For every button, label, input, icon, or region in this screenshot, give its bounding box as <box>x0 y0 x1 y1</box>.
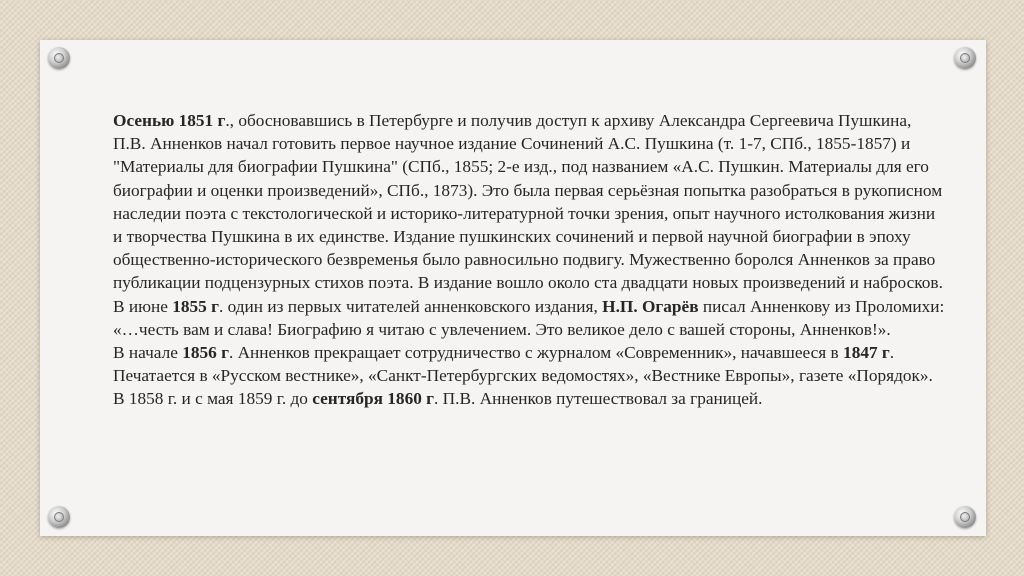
text-segment: писал Анненкову из Проломихи: «…честь вам и слава! Биографию я читаю с увлечением. Это великое дело с вашей стороны, Анненков!». <box>113 296 945 339</box>
pin-icon <box>48 47 70 69</box>
date-1855: 1855 г <box>172 296 219 316</box>
paragraph-2 <box>113 341 945 411</box>
text-segment: . П.В. Анненков путешествовал за границей. <box>434 389 763 409</box>
pin-icon <box>954 506 976 528</box>
slide-text <box>113 109 945 411</box>
text-segment: В начале <box>113 343 183 363</box>
date-autumn-1851: Осенью 1851 г <box>113 111 226 130</box>
text-segment: . один из первых читателей анненковского издания, <box>218 296 603 316</box>
name-ogarev: Н.П. Огарёв <box>602 296 699 316</box>
paragraph-1 <box>113 109 945 341</box>
date-september-1860: сентября 1860 г <box>312 389 435 409</box>
text-segment: ., обосновавшись в Петербурге и получив доступ к архиву Александра Сергеевича Пушкина, П.В. Анненков начал готовить первое научное издание Сочинений А.С. Пушкина (т. 1-7, СПб., 1855-1857) и "Материалы для биографии Пушкина" (СПб., 1855; 2-е изд., под названием «А.С. Пушкин. Материалы для его биографии и оценки произведений», СПб., 1873). Это была первая серьёзная попытка разобраться в рукописном наследии поэта с текстологической и историко-литературной точки зрения, опыт научного истолкования жизни и творчества Пушкина в их единстве. Издание пушкинских сочинений и первой научной биографии в эпоху общественно-исторического безвременья было равносильно подвигу. Мужественно боролся Анненков за право публикации подцензурных стихов поэта. В издание вошло около ста двадцати новых произведений и набросков. В июне <box>113 111 943 316</box>
text-segment: . Печатается в «Русском вестнике», «Санкт-Петербургских ведомостях», «Вестнике Европы», газете «Порядок». В 1858 г. и с мая 1859 г. до <box>113 343 933 409</box>
date-1856: 1856 г <box>182 343 229 363</box>
pin-icon <box>48 506 70 528</box>
text-segment: . Анненков прекращает сотрудничество с журналом «Современник», начавшееся в <box>228 343 844 363</box>
pin-icon <box>954 47 976 69</box>
date-1847: 1847 г <box>843 343 890 363</box>
